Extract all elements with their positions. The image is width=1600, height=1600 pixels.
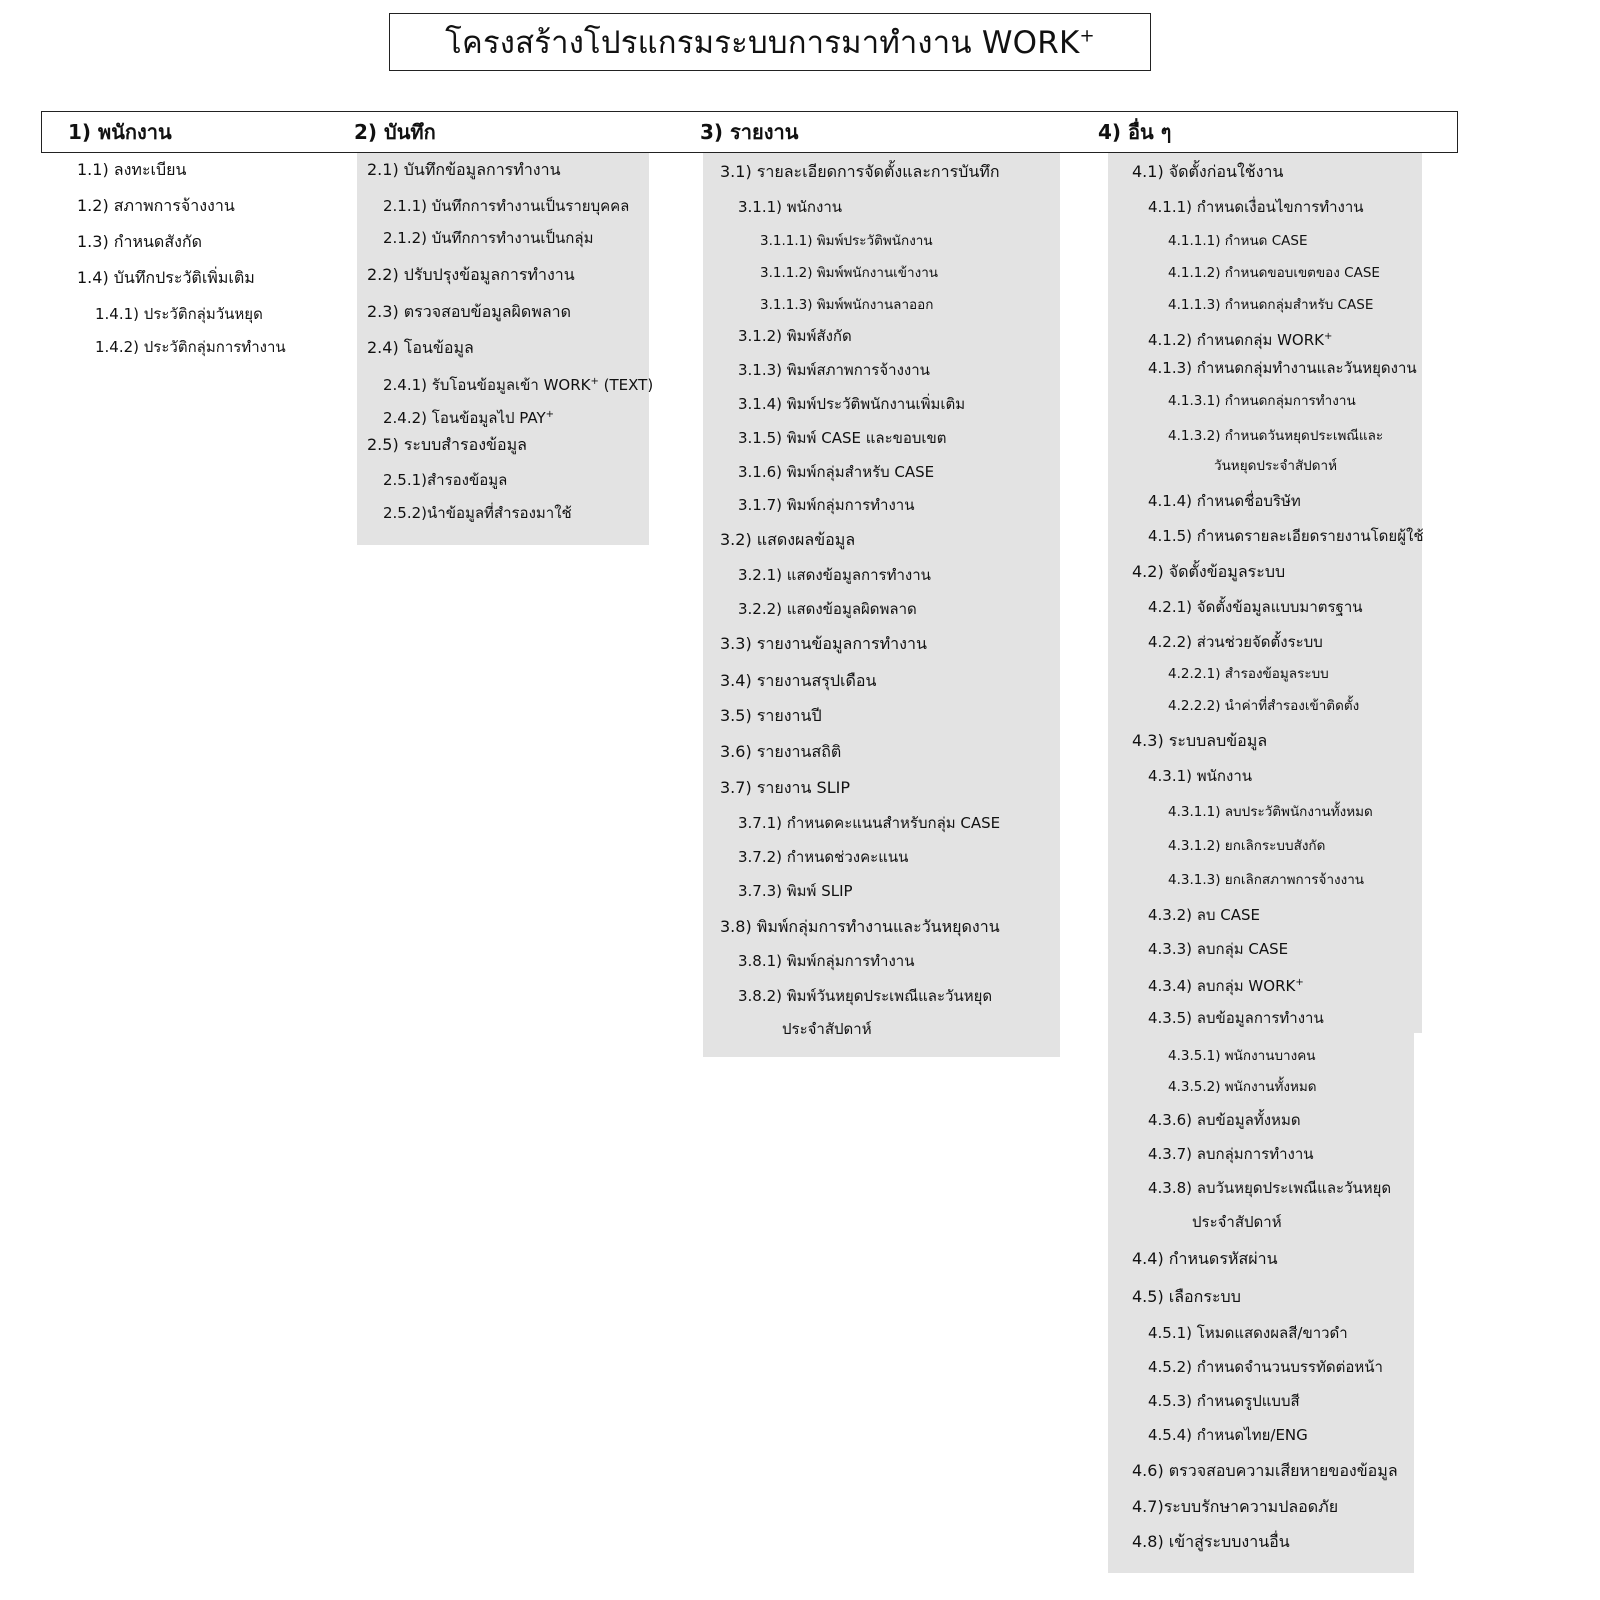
- outline-item: 4.1.5) กำหนดรายละเอียดรายงานโดยผู้ใช้: [1148, 527, 1424, 545]
- outline-item: 4.2.2) ส่วนช่วยจัดตั้งระบบ: [1148, 633, 1323, 651]
- outline-item: 4.1.1.2) กำหนดขอบเขตของ CASE: [1168, 265, 1380, 281]
- outline-item: 4.2) จัดตั้งข้อมูลระบบ: [1132, 562, 1286, 581]
- outline-item: 4.2.2.2) นำค่าที่สำรองเข้าติดตั้ง: [1168, 698, 1360, 714]
- outline-item: 4.3.1) พนักงาน: [1148, 767, 1253, 785]
- outline-item: 3.6) รายงานสถิติ: [720, 742, 842, 761]
- outline-item: 3.5) รายงานปี: [720, 706, 822, 725]
- outline-item: 3.7.1) กำหนดคะแนนสำหรับกลุ่ม CASE: [738, 814, 1001, 832]
- outline-item: 4.3.7) ลบกลุ่มการทำงาน: [1148, 1145, 1314, 1163]
- outline-item: 4.3.8) ลบวันหยุดประเพณีและวันหยุด: [1148, 1179, 1392, 1197]
- title-box: [389, 13, 1151, 71]
- outline-item: 3.1.1) พนักงาน: [738, 198, 843, 216]
- outline-item: 1.4.1) ประวัติกลุ่มวันหยุด: [95, 305, 263, 323]
- outline-item: 2.3) ตรวจสอบข้อมูลผิดพลาด: [367, 302, 572, 321]
- outline-item: 4.2.1) จัดตั้งข้อมูลแบบมาตรฐาน: [1148, 598, 1363, 616]
- outline-item: 3.4) รายงานสรุปเดือน: [720, 671, 877, 690]
- outline-item: 4.5) เลือกระบบ: [1132, 1287, 1241, 1306]
- outline-item: 3.1.4) พิมพ์ประวัติพนักงานเพิ่มเติม: [738, 395, 966, 413]
- outline-item: 4.3.1.1) ลบประวัติพนักงานทั้งหมด: [1168, 804, 1373, 820]
- outline-item: 4.1.3) กำหนดกลุ่มทำงานและวันหยุดงาน: [1148, 359, 1417, 377]
- outline-item: 4.3.4) ลบกลุ่ม WORK+: [1148, 977, 1304, 995]
- outline-item: 1.1) ลงทะเบียน: [77, 160, 187, 179]
- outline-item: 3.2.1) แสดงข้อมูลการทำงาน: [738, 566, 931, 584]
- outline-item: 2.4) โอนข้อมูล: [367, 338, 474, 357]
- outline-item: 1.3) กำหนดสังกัด: [77, 232, 202, 251]
- outline-item: 3.8.2) พิมพ์วันหยุดประเพณีและวันหยุด: [738, 987, 993, 1005]
- outline-item: 4.1.4) กำหนดชื่อบริษัท: [1148, 492, 1301, 510]
- outline-item: 4.7)ระบบรักษาความปลอดภัย: [1132, 1497, 1339, 1516]
- outline-item: 1.2) สภาพการจ้างงาน: [77, 196, 235, 215]
- outline-item: 4.3.3) ลบกลุ่ม CASE: [1148, 940, 1289, 958]
- outline-item: 4.3.6) ลบข้อมูลทั้งหมด: [1148, 1111, 1301, 1129]
- outline-item: 3.7.3) พิมพ์ SLIP: [738, 882, 853, 900]
- outline-item: 3.7) รายงาน SLIP: [720, 778, 850, 797]
- outline-item: 2.4.1) รับโอนข้อมูลเข้า WORK+ (TEXT): [383, 376, 654, 394]
- outline-item: 3.2) แสดงผลข้อมูล: [720, 530, 856, 549]
- outline-item: 4.1.3.1) กำหนดกลุ่มการทำงาน: [1168, 393, 1356, 409]
- outline-item: 2.5.2)นำข้อมูลที่สำรองมาใช้: [383, 504, 572, 522]
- outline-item: 4.3.1.2) ยกเลิกระบบสังกัด: [1168, 838, 1326, 854]
- outline-item: ประจำสัปดาห์: [782, 1020, 872, 1038]
- outline-item: 2.1) บันทึกข้อมูลการทำงาน: [367, 160, 561, 179]
- outline-item: 4.2.2.1) สำรองข้อมูลระบบ: [1168, 666, 1329, 682]
- outline-item: 2.1.1) บันทึกการทำงานเป็นรายบุคคล: [383, 197, 630, 215]
- outline-item: 2.1.2) บันทึกการทำงานเป็นกลุ่ม: [383, 229, 594, 247]
- outline-item: 4.5.1) โหมดแสดงผลสี/ขาวดำ: [1148, 1324, 1348, 1342]
- outline-item: 3.7.2) กำหนดช่วงคะแนน: [738, 848, 909, 866]
- outline-item: 4.6) ตรวจสอบความเสียหายของข้อมูล: [1132, 1461, 1398, 1480]
- outline-item: 4.3.5) ลบข้อมูลการทำงาน: [1148, 1009, 1324, 1027]
- outline-item: 4.3.1.3) ยกเลิกสภาพการจ้างงาน: [1168, 872, 1365, 888]
- outline-item: ประจำสัปดาห์: [1192, 1213, 1282, 1231]
- column-heading-record: 2) บันทึก: [354, 120, 436, 144]
- shaded-area-other-upper: [1108, 153, 1422, 1033]
- outline-item: 4.3.2) ลบ CASE: [1148, 906, 1261, 924]
- outline-item: 2.2) ปรับปรุงข้อมูลการทำงาน: [367, 265, 575, 284]
- outline-item: 3.1.6) พิมพ์กลุ่มสำหรับ CASE: [738, 463, 935, 481]
- outline-item: 2.5) ระบบสำรองข้อมูล: [367, 435, 527, 454]
- outline-item: 3.1.7) พิมพ์กลุ่มการทำงาน: [738, 496, 915, 514]
- outline-item: 1.4.2) ประวัติกลุ่มการทำงาน: [95, 338, 286, 356]
- outline-item: วันหยุดประจำสัปดาห์: [1214, 458, 1338, 474]
- outline-item: 3.1) รายละเอียดการจัดตั้งและการบันทึก: [720, 162, 1000, 181]
- outline-item: 4.1.1.1) กำหนด CASE: [1168, 233, 1308, 249]
- outline-item: 3.8.1) พิมพ์กลุ่มการทำงาน: [738, 952, 915, 970]
- column-heading-report: 3) รายงาน: [700, 120, 799, 144]
- outline-item: 3.1.3) พิมพ์สภาพการจ้างงาน: [738, 361, 930, 379]
- column-header-bar: [41, 111, 1458, 153]
- column-heading-other: 4) อื่น ๆ: [1098, 120, 1172, 144]
- outline-item: 4.4) กำหนดรหัสผ่าน: [1132, 1249, 1278, 1268]
- outline-item: 3.8) พิมพ์กลุ่มการทำงานและวันหยุดงาน: [720, 917, 1000, 936]
- column-heading-employee: 1) พนักงาน: [68, 120, 172, 144]
- outline-item: 3.3) รายงานข้อมูลการทำงาน: [720, 634, 927, 653]
- outline-item: 4.5.4) กำหนดไทย/ENG: [1148, 1426, 1308, 1444]
- outline-item: 4.1) จัดตั้งก่อนใช้งาน: [1132, 162, 1284, 181]
- outline-item: 3.1.5) พิมพ์ CASE และขอบเขต: [738, 429, 947, 447]
- outline-item: 4.8) เข้าสู่ระบบงานอื่น: [1132, 1532, 1290, 1551]
- outline-item: 4.1.3.2) กำหนดวันหยุดประเพณีและ: [1168, 428, 1384, 444]
- outline-item: 4.1.1.3) กำหนดกลุ่มสำหรับ CASE: [1168, 297, 1374, 313]
- outline-item: 3.1.2) พิมพ์สังกัด: [738, 327, 852, 345]
- outline-item: 3.1.1.1) พิมพ์ประวัติพนักงาน: [760, 233, 933, 249]
- outline-item: 4.3.5.1) พนักงานบางคน: [1168, 1048, 1316, 1064]
- outline-item: 4.3.5.2) พนักงานทั้งหมด: [1168, 1079, 1317, 1095]
- outline-item: 3.1.1.3) พิมพ์พนักงานลาออก: [760, 297, 934, 313]
- outline-item: 2.5.1)สำรองข้อมูล: [383, 471, 508, 489]
- outline-item: 4.1.2) กำหนดกลุ่ม WORK+: [1148, 331, 1333, 349]
- page-title: โครงสร้างโปรแกรมระบบการมาทำงาน WORK+: [445, 25, 1095, 61]
- outline-item: 3.1.1.2) พิมพ์พนักงานเข้างาน: [760, 265, 939, 281]
- outline-item: 3.2.2) แสดงข้อมูลผิดพลาด: [738, 600, 917, 618]
- outline-item: 2.4.2) โอนข้อมูลไป PAY+: [383, 409, 555, 427]
- outline-item: 1.4) บันทึกประวัติเพิ่มเติม: [77, 268, 255, 287]
- outline-item: 4.1.1) กำหนดเงื่อนไขการทำงาน: [1148, 198, 1364, 216]
- outline-item: 4.3) ระบบลบข้อมูล: [1132, 731, 1268, 750]
- outline-item: 4.5.3) กำหนดรูปแบบสี: [1148, 1392, 1300, 1410]
- outline-item: 4.5.2) กำหนดจำนวนบรรทัดต่อหน้า: [1148, 1358, 1383, 1376]
